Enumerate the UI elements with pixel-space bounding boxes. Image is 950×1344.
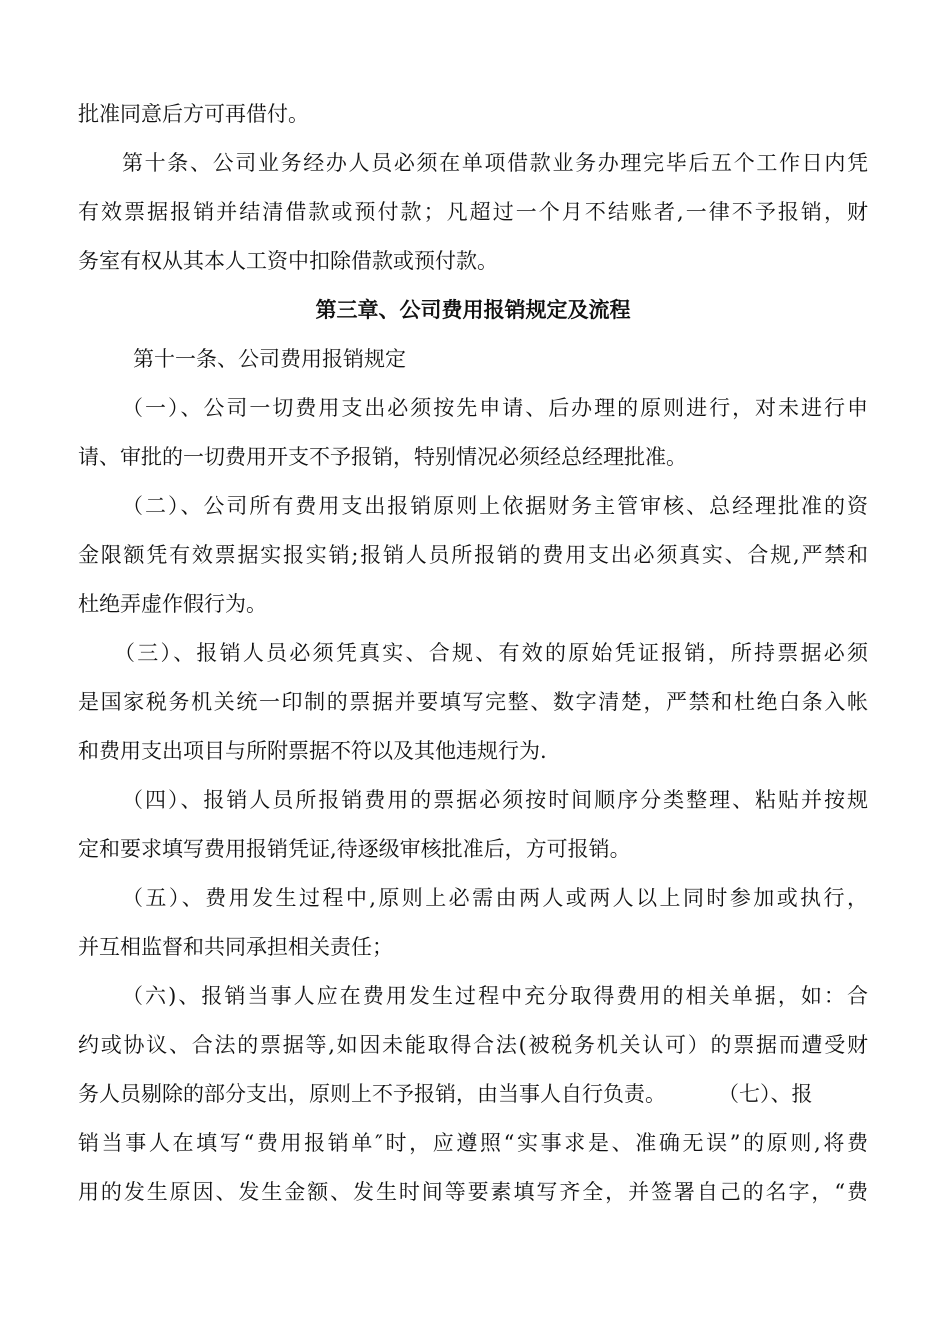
clause-3-line-2: 是国家税务机关统一印制的票据并要填写完整、数字清楚，严禁和杜绝白条入帐: [78, 690, 868, 714]
article-10-line-1: 第十条、公司业务经办人员必须在单项借款业务办理完毕后五个工作日内凭: [122, 151, 868, 175]
clause-4-line-1: （四）、报销人员所报销费用的票据必须按时间顺序分类整理、粘贴并按规: [122, 788, 868, 812]
clause-7-line-2: 销当事人在填写“费用报销单″时，应遵照“实事求是、准确无误”的原则,将费: [78, 1131, 868, 1155]
article-11-title: 第十一条、公司费用报销规定: [133, 347, 406, 371]
clause-6-line-3: [78, 1074, 868, 1114]
clause-6-line-3-text: 务人员剔除的部分支出，原则上不予报销，由当事人自行负责。: [78, 1082, 666, 1106]
clause-5-line-1: （五）、费用发生过程中,原则上必需由两人或两人以上同时参加或执行，: [122, 886, 868, 910]
clause-2-line-1: （二）、公司所有费用支出报销原则上依据财务主管审核、总经理批准的资: [122, 494, 868, 518]
article-10-line-2: 有效票据报销并结清借款或预付款；凡超过一个月不结账者,一律不予报销，财: [78, 200, 868, 224]
clause-1-line-1: （一）、公司一切费用支出必须按先申请、后办理的原则进行，对未进行申: [122, 396, 868, 420]
clause-2-line-2: 金限额凭有效票据实报实销;报销人员所报销的费用支出必须真实、合规,严禁和: [78, 543, 868, 567]
paragraph-line: 批准同意后方可再借付。: [78, 102, 309, 126]
clause-6-line-1: （六)、报销当事人应在费用发生过程中充分取得费用的相关单据，如：合: [122, 984, 868, 1008]
clause-2-line-3: 杜绝弄虚作假行为。: [78, 592, 267, 616]
clause-3-line-3: 和费用支出项目与所附票据不符以及其他违规行为.: [78, 739, 547, 763]
clause-5-line-2: 并互相监督和共同承担相关责任；: [78, 935, 393, 959]
clause-3-line-1: （三）、报销人员必须凭真实、合规、有效的原始凭证报销，所持票据必须: [114, 641, 868, 665]
chapter-heading: 第三章、公司费用报销规定及流程: [315, 298, 631, 322]
clause-4-line-2: 定和要求填写费用报销凭证,待逐级审核批准后，方可报销。: [78, 837, 631, 861]
clause-7-line-3: 用的发生原因、发生金额、发生时间等要素填写齐全，并签署自己的名字，“费: [78, 1180, 868, 1204]
clause-7-start: （七）、报: [718, 1082, 813, 1106]
clause-6-line-2: 约或协议、合法的票据等,如因未能取得合法(被税务机关认可）的票据而遭受财: [78, 1033, 868, 1057]
article-10-line-3: 务室有权从其本人工资中扣除借款或预付款。: [78, 249, 498, 273]
clause-1-line-2: 请、审批的一切费用开支不予报销，特别情况必须经总经理批准。: [78, 445, 687, 469]
